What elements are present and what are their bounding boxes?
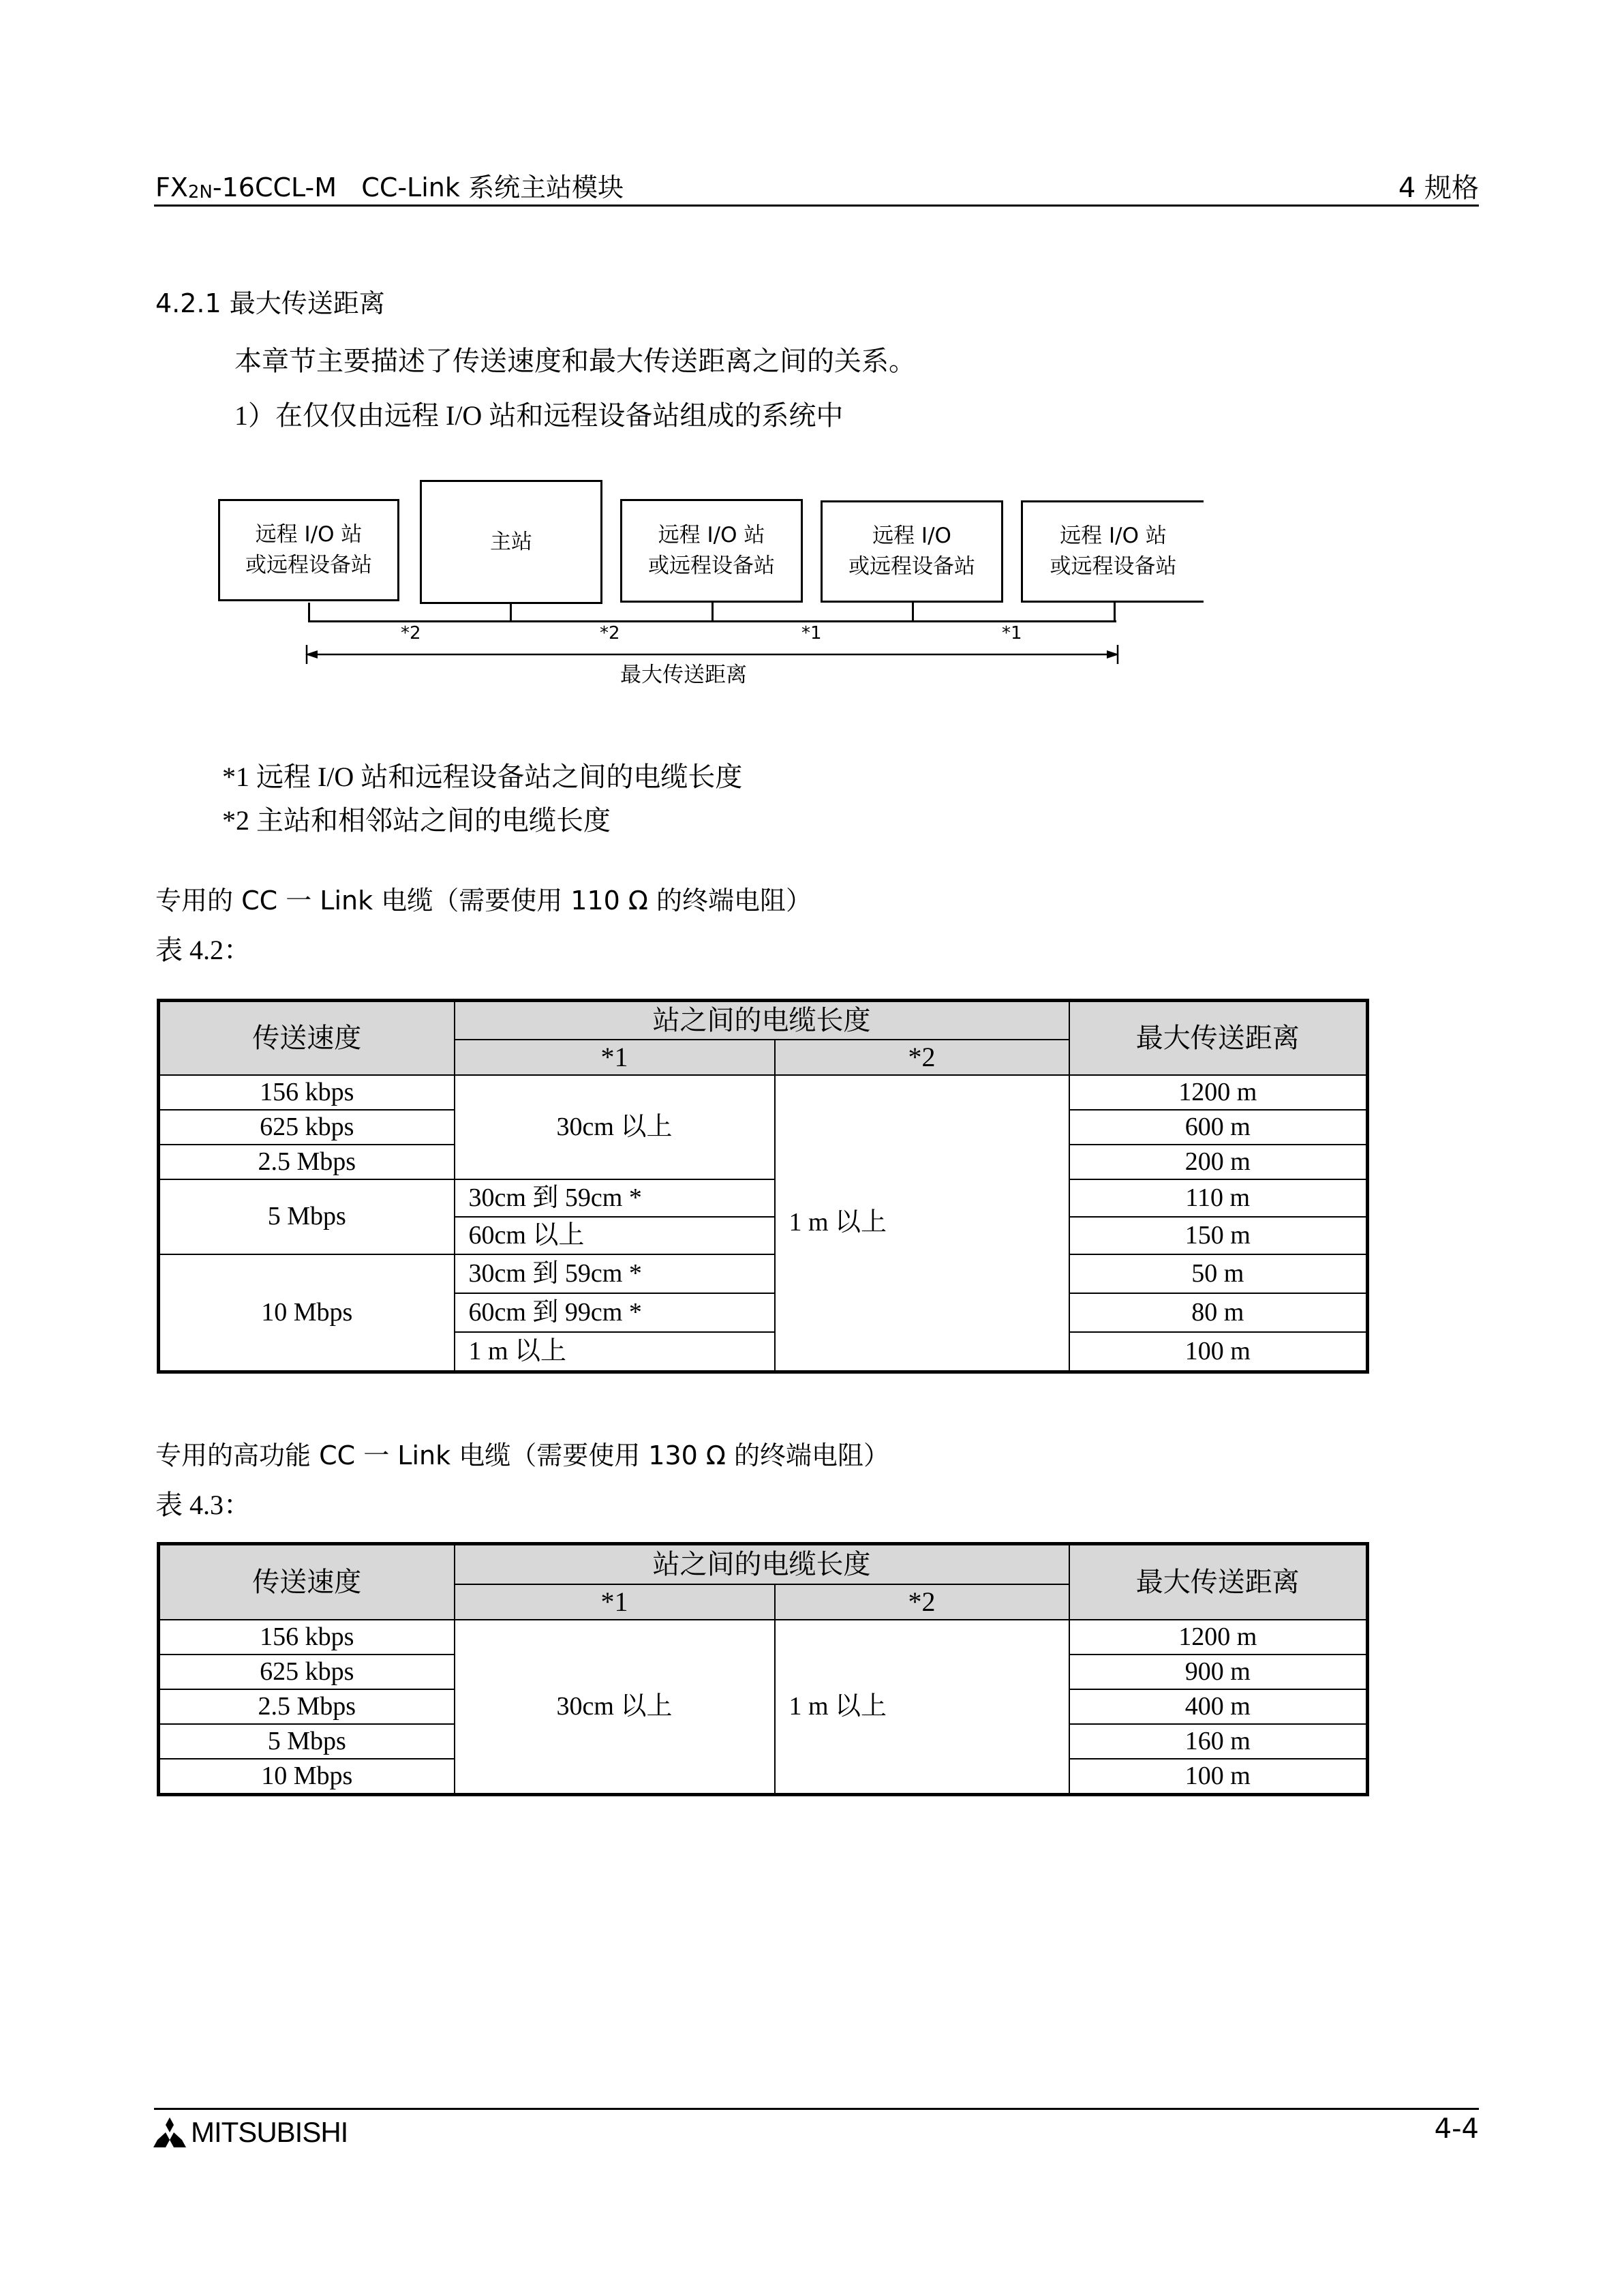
table-caption-4-3: 表 4.3： xyxy=(155,1490,251,1520)
station-box-1: 远程 I/O 站 或远程设备站 xyxy=(218,499,399,601)
max-distance-cell: 1200 m xyxy=(1069,1075,1368,1110)
max-distance-cell: 150 m xyxy=(1069,1217,1368,1254)
header-star2: *2 xyxy=(775,1584,1069,1620)
table-row xyxy=(159,1075,1368,1110)
header-title: $FX_{2N}-16CCL-M$ CC-Link 系统主站模块 xyxy=(155,172,624,202)
star1-cell: 30cm 以上 xyxy=(455,1075,775,1179)
header-cable-length: 站之间的电缆长度 xyxy=(455,1544,1069,1585)
max-distance-cell: 600 m xyxy=(1069,1110,1368,1145)
header-divider xyxy=(154,205,1479,207)
page-number: 4-4 xyxy=(1434,2113,1479,2145)
section-heading: 4.2.1 最大传送距离 xyxy=(155,288,385,318)
table-row xyxy=(159,1179,1368,1217)
speed-cell: 156 kbps xyxy=(159,1075,455,1110)
speed-cell: 5 Mbps xyxy=(159,1724,455,1759)
table-row xyxy=(159,1620,1368,1655)
cable-drop xyxy=(912,603,914,622)
max-distance-cell: 100 m xyxy=(1069,1759,1368,1795)
footer-divider xyxy=(154,2108,1479,2110)
star1-cell: 1 m 以上 xyxy=(455,1332,775,1372)
max-distance-cell: 400 m xyxy=(1069,1689,1368,1724)
header-max-distance: 最大传送距离 xyxy=(1069,1544,1368,1620)
speed-cell: 156 kbps xyxy=(159,1620,455,1655)
header-speed: 传送速度 xyxy=(159,1001,455,1076)
station-box-4: 远程 I/O 或远程设备站 xyxy=(821,500,1003,603)
segment-label: *2 xyxy=(401,623,421,644)
header-star1: *1 xyxy=(455,1040,775,1075)
star1-cell: 60cm 到 99cm * xyxy=(455,1293,775,1332)
header-star1: *1 xyxy=(455,1584,775,1620)
master-station-box: 主站 xyxy=(420,480,602,604)
cable-title-110ohm: 专用的 CC 一 Link 电缆（需要使用 110 Ω 的终端电阻） xyxy=(155,886,812,916)
distance-table-4-2 xyxy=(157,999,1369,1374)
speed-cell: 625 kbps xyxy=(159,1655,455,1689)
mitsubishi-diamonds-icon xyxy=(153,2117,187,2147)
cable-drop xyxy=(308,603,310,622)
max-distance-cell: 100 m xyxy=(1069,1332,1368,1372)
table-caption-4-2: 表 4.2： xyxy=(155,935,251,965)
cable-drop xyxy=(1114,603,1116,622)
speed-cell: 5 Mbps xyxy=(159,1179,455,1254)
header-section: 4 规格 xyxy=(1398,172,1479,204)
star1-cell: 30cm 到 59cm * xyxy=(455,1254,775,1293)
footnote-2: *2 主站和相邻站之间的电缆长度 xyxy=(222,805,611,836)
speed-cell: 10 Mbps xyxy=(159,1254,455,1372)
speed-cell: 10 Mbps xyxy=(159,1759,455,1795)
segment-label: *1 xyxy=(801,623,822,644)
star1-cell: 30cm 到 59cm * xyxy=(455,1179,775,1217)
speed-cell: 2.5 Mbps xyxy=(159,1145,455,1179)
max-distance-cell: 80 m xyxy=(1069,1293,1368,1332)
header-star2: *2 xyxy=(775,1040,1069,1075)
intro-paragraph: 本章节主要描述了传送速度和最大传送距离之间的关系。 xyxy=(234,346,916,376)
star2-cell: 1 m 以上 xyxy=(775,1075,1069,1372)
star1-cell: 60cm 以上 xyxy=(455,1217,775,1254)
station-box-5: 远程 I/O 站 或远程设备站 xyxy=(1021,500,1204,603)
station-box-3: 远程 I/O 站 或远程设备站 xyxy=(620,499,803,603)
max-distance-cell: 200 m xyxy=(1069,1145,1368,1179)
max-distance-cell: 900 m xyxy=(1069,1655,1368,1689)
header-max-distance: 最大传送距离 xyxy=(1069,1001,1368,1076)
table-row xyxy=(159,1254,1368,1293)
case-description: 1）在仅仅由远程 I/O 站和远程设备站组成的系统中 xyxy=(234,400,844,431)
max-distance-cell: 110 m xyxy=(1069,1179,1368,1217)
star2-cell: 1 m 以上 xyxy=(775,1620,1069,1795)
footer-logo xyxy=(153,2116,348,2149)
segment-label: *2 xyxy=(600,623,620,644)
header-speed: 传送速度 xyxy=(159,1544,455,1620)
star1-cell: 30cm 以上 xyxy=(455,1620,775,1795)
header-cable-length: 站之间的电缆长度 xyxy=(455,1001,1069,1040)
speed-cell: 625 kbps xyxy=(159,1110,455,1145)
max-distance-cell: 1200 m xyxy=(1069,1620,1368,1655)
brand-name: MITSUBISHI xyxy=(191,2116,348,2148)
footnote-1: *1 远程 I/O 站和远程设备站之间的电缆长度 xyxy=(222,761,743,792)
cable-drop xyxy=(510,604,512,622)
max-distance-cell: 160 m xyxy=(1069,1724,1368,1759)
max-distance-label: 最大传送距离 xyxy=(620,663,747,687)
speed-cell: 2.5 Mbps xyxy=(159,1689,455,1724)
cable-drop xyxy=(711,603,714,622)
cable-title-130ohm: 专用的高功能 CC 一 Link 电缆（需要使用 130 Ω 的终端电阻） xyxy=(155,1440,890,1470)
distance-table-4-3 xyxy=(157,1542,1369,1796)
max-distance-cell: 50 m xyxy=(1069,1254,1368,1293)
segment-label: *1 xyxy=(1002,623,1022,644)
